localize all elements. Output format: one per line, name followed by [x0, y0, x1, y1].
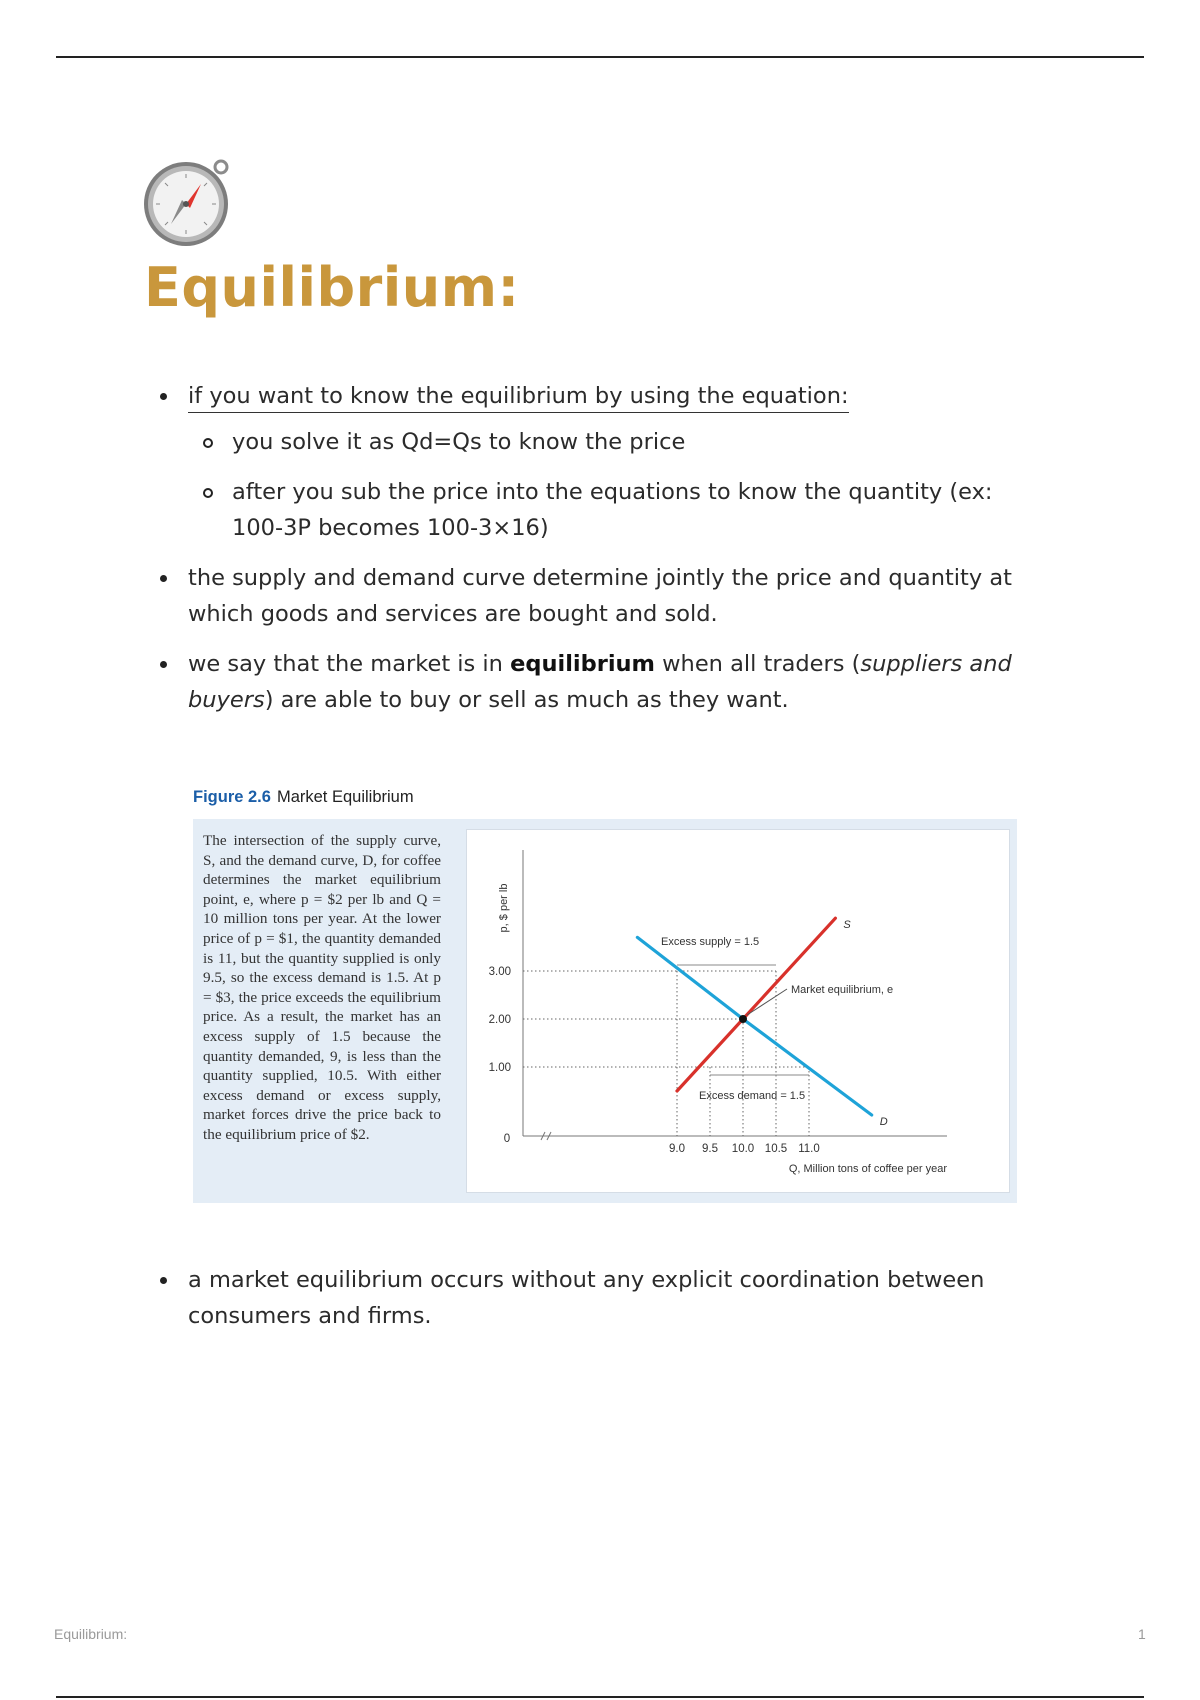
bold-term: equilibrium — [510, 651, 655, 677]
equilibrium-point — [739, 1015, 747, 1023]
figure-description: The intersection of the supply curve, S, and the demand curve, D, for coffee determines the market equilibrium point, e, where p = $2 per lb and Q = 10 million tons per year. At the lower price of p = $1, the quantity demanded is 11, but the quantity supplied is only 9.5, so the excess demand is 1.5. At p = $3, the price exceeds the equilibrium price. As a result, the market has an excess supply of 1.5 because the quantity demanded, 9, is less than the quantity supplied, 10.5. With either excess demand or excess supply, market forces drive the price back to the equilibrium price of $2. — [203, 832, 441, 1143]
x-tick-label: 11.0 — [798, 1143, 820, 1155]
y-tick-label: 1.00 — [488, 1062, 511, 1074]
bullet-text: when all traders ( — [655, 651, 861, 677]
figure-title: Market Equilibrium — [276, 788, 414, 806]
origin-label: 0 — [503, 1133, 511, 1145]
x-axis-label: Q, Million tons of coffee per year — [788, 1163, 947, 1175]
chart-panel — [466, 829, 1010, 1193]
series-label-s: S — [843, 919, 851, 932]
list-item — [150, 646, 1050, 718]
figure-caption — [193, 788, 1017, 807]
y-tick-label: 3.00 — [488, 966, 511, 978]
series-label-d: D — [879, 1116, 888, 1128]
list-item — [150, 378, 1050, 414]
excess-supply-label: Excess supply = 1.5 — [661, 936, 760, 948]
page-title: Equilibrium: — [144, 256, 520, 319]
equilibrium-label: Market equilibrium, e — [791, 984, 894, 996]
figure-market-equilibrium — [193, 788, 1017, 1203]
x-tick-label: 10.0 — [731, 1143, 755, 1155]
italic-term: suppliers and buyers — [188, 651, 1012, 713]
bullet-text-equation: if you want to know the equilibrium by using the equation: — [188, 383, 849, 413]
sub-list-item: after you sub the price into the equations to know the quantity (ex: 100-3P becomes 100-3×16) — [150, 474, 1050, 546]
bullet-list-2 — [150, 1262, 1050, 1334]
compass-icon — [143, 158, 233, 248]
footer-title: Equilibrium: — [54, 1626, 128, 1642]
chart-svg — [467, 830, 1009, 1192]
bullet-list — [150, 378, 1050, 718]
x-tick-label: 9.0 — [669, 1143, 685, 1155]
sub-list-item: you solve it as Qd=Qs to know the price — [150, 424, 1050, 460]
bullet-text: we say that the market is in — [188, 651, 511, 677]
x-tick-label: 10.5 — [764, 1143, 788, 1155]
page-number: 1 — [1138, 1626, 1146, 1642]
x-tick-label: 9.5 — [702, 1143, 718, 1155]
list-item: the supply and demand curve determine jointly the price and quantity at which goods and services are bought and sold. — [150, 560, 1050, 632]
y-axis-label: p, $ per lb — [498, 883, 510, 933]
bullet-text: ) are able to buy or sell as much as they want. — [264, 687, 789, 713]
list-item: a market equilibrium occurs without any explicit coordination between consumers and firms. — [150, 1262, 1050, 1334]
figure-number: Figure 2.6 — [193, 788, 271, 806]
excess-demand-label: Excess demand = 1.5 — [699, 1090, 806, 1102]
bottom-rule — [56, 1696, 1144, 1698]
top-rule — [56, 56, 1144, 58]
y-tick-label: 2.00 — [488, 1014, 511, 1026]
series-line-d — [637, 937, 871, 1115]
figure-box — [193, 819, 1017, 1203]
